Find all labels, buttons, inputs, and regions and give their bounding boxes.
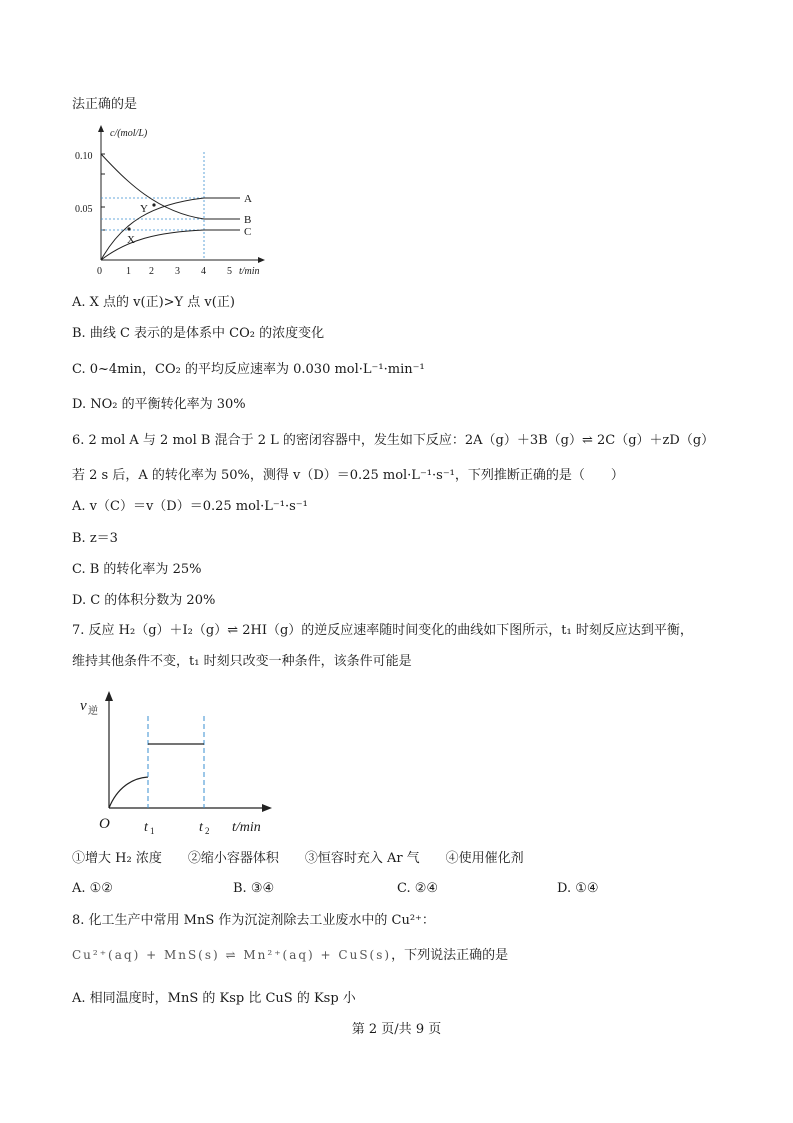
graph-t2-label: t (199, 820, 203, 835)
graph-ylabel: v (80, 698, 87, 714)
q6-stem-1: 6. 2 mol A 与 2 mol B 混合于 2 L 的密闭容器中，发生如下反应：2A（g）＋3B（g）⇌ 2C（g）＋zD（g） (72, 433, 715, 448)
chart-xtick-1: 1 (126, 266, 131, 277)
page-footer: 第 2 页/共 9 页 (351, 1022, 442, 1037)
graph-t2-sub: 2 (205, 826, 210, 836)
chart-xtick-0: 0 (97, 266, 102, 277)
graph-rising-curve (109, 777, 148, 808)
chart-y-arrow (98, 125, 104, 132)
chart-xtick-4: 4 (201, 266, 206, 277)
curve-a-label: A (244, 193, 252, 205)
q8-suffix: ，下列说法正确的是 (391, 948, 509, 963)
chart-ytick-005: 0.05 (75, 204, 93, 215)
graph-xlabel: t/min (232, 820, 261, 835)
q7-stem-1: 7. 反应 H₂（g）＋I₂（g）⇌ 2HI（g）的逆反应速率随时间变化的曲线如下图所示，t₁ 时刻反应达到平衡， (72, 623, 693, 638)
curve-c (101, 230, 240, 260)
curve-b-label: B (244, 214, 252, 226)
graph-t1-sub: 1 (150, 826, 155, 836)
curve-c-label: C (244, 226, 252, 238)
q5-option-a: A. X 点的 v(正)>Y 点 v(正) (72, 295, 235, 310)
graph-y-arrow (105, 691, 113, 701)
chart-ytick-010: 0.10 (75, 151, 93, 162)
chart-ylabel: c/(mol/L) (110, 128, 148, 139)
q7-option-a: A. ①② (72, 881, 113, 896)
q7-conditions: ①增大 H₂ 浓度 ②缩小容器体积 ③恒容时充入 Ar 气 ④使用催化剂 (72, 851, 524, 866)
graph-t1-label: t (144, 820, 148, 835)
curve-b (101, 154, 240, 219)
q5-option-c: C. 0~4min，CO₂ 的平均反应速率为 0.030 mol·L⁻¹·min⁻¹ (72, 362, 425, 377)
point-x (127, 227, 130, 230)
q7-stem-2: 维持其他条件不变，t₁ 时刻只改变一种条件，该条件可能是 (72, 654, 412, 669)
graph-ylabel-sub: 逆 (88, 706, 98, 717)
graph-x-arrow (262, 804, 272, 812)
intro-text: 法正确的是 (72, 97, 138, 112)
chart-x-arrow (258, 257, 265, 263)
q7-option-c: C. ②④ (397, 881, 439, 896)
q5-option-b: B. 曲线 C 表示的是体系中 CO₂ 的浓度变化 (72, 326, 325, 341)
q8-equation-line (72, 946, 508, 965)
q6-option-d: D. C 的体积分数为 20% (72, 593, 216, 608)
point-y-label: Y (140, 203, 148, 215)
rate-time-graph (72, 688, 292, 838)
concentration-chart (72, 122, 272, 282)
q7-option-b: B. ③④ (233, 881, 275, 896)
q6-option-c: C. B 的转化率为 25% (72, 562, 202, 577)
q8-stem: 8. 化工生产中常用 MnS 作为沉淀剂除去工业废水中的 Cu²⁺： (72, 913, 435, 928)
curve-a (101, 198, 240, 260)
q6-option-b: B. z＝3 (72, 531, 118, 546)
graph-origin: O (99, 816, 110, 832)
chart-xtick-3: 3 (175, 266, 180, 277)
point-x-label: X (127, 234, 135, 246)
q5-option-d: D. NO₂ 的平衡转化率为 30% (72, 397, 246, 412)
q8-option-a: A. 相同温度时，MnS 的 Ksp 比 CuS 的 Ksp 小 (72, 991, 356, 1006)
point-y (152, 203, 155, 206)
chart-xtick-5: 5 (227, 266, 232, 277)
chart-xtick-2: 2 (149, 266, 154, 277)
q6-stem-2: 若 2 s 后，A 的转化率为 50%，测得 v（D）＝0.25 mol·L⁻¹·s⁻¹，下列推断正确的是（ ） (72, 468, 624, 483)
q7-option-d: D. ①④ (557, 881, 599, 896)
chart-xlabel: t/min (239, 266, 260, 277)
q8-equation: Cu²⁺(aq) + MnS(s) ⇌ Mn²⁺(aq) + CuS(s) (72, 948, 392, 962)
q6-option-a: A. v（C）＝v（D）＝0.25 mol·L⁻¹·s⁻¹ (72, 499, 308, 514)
